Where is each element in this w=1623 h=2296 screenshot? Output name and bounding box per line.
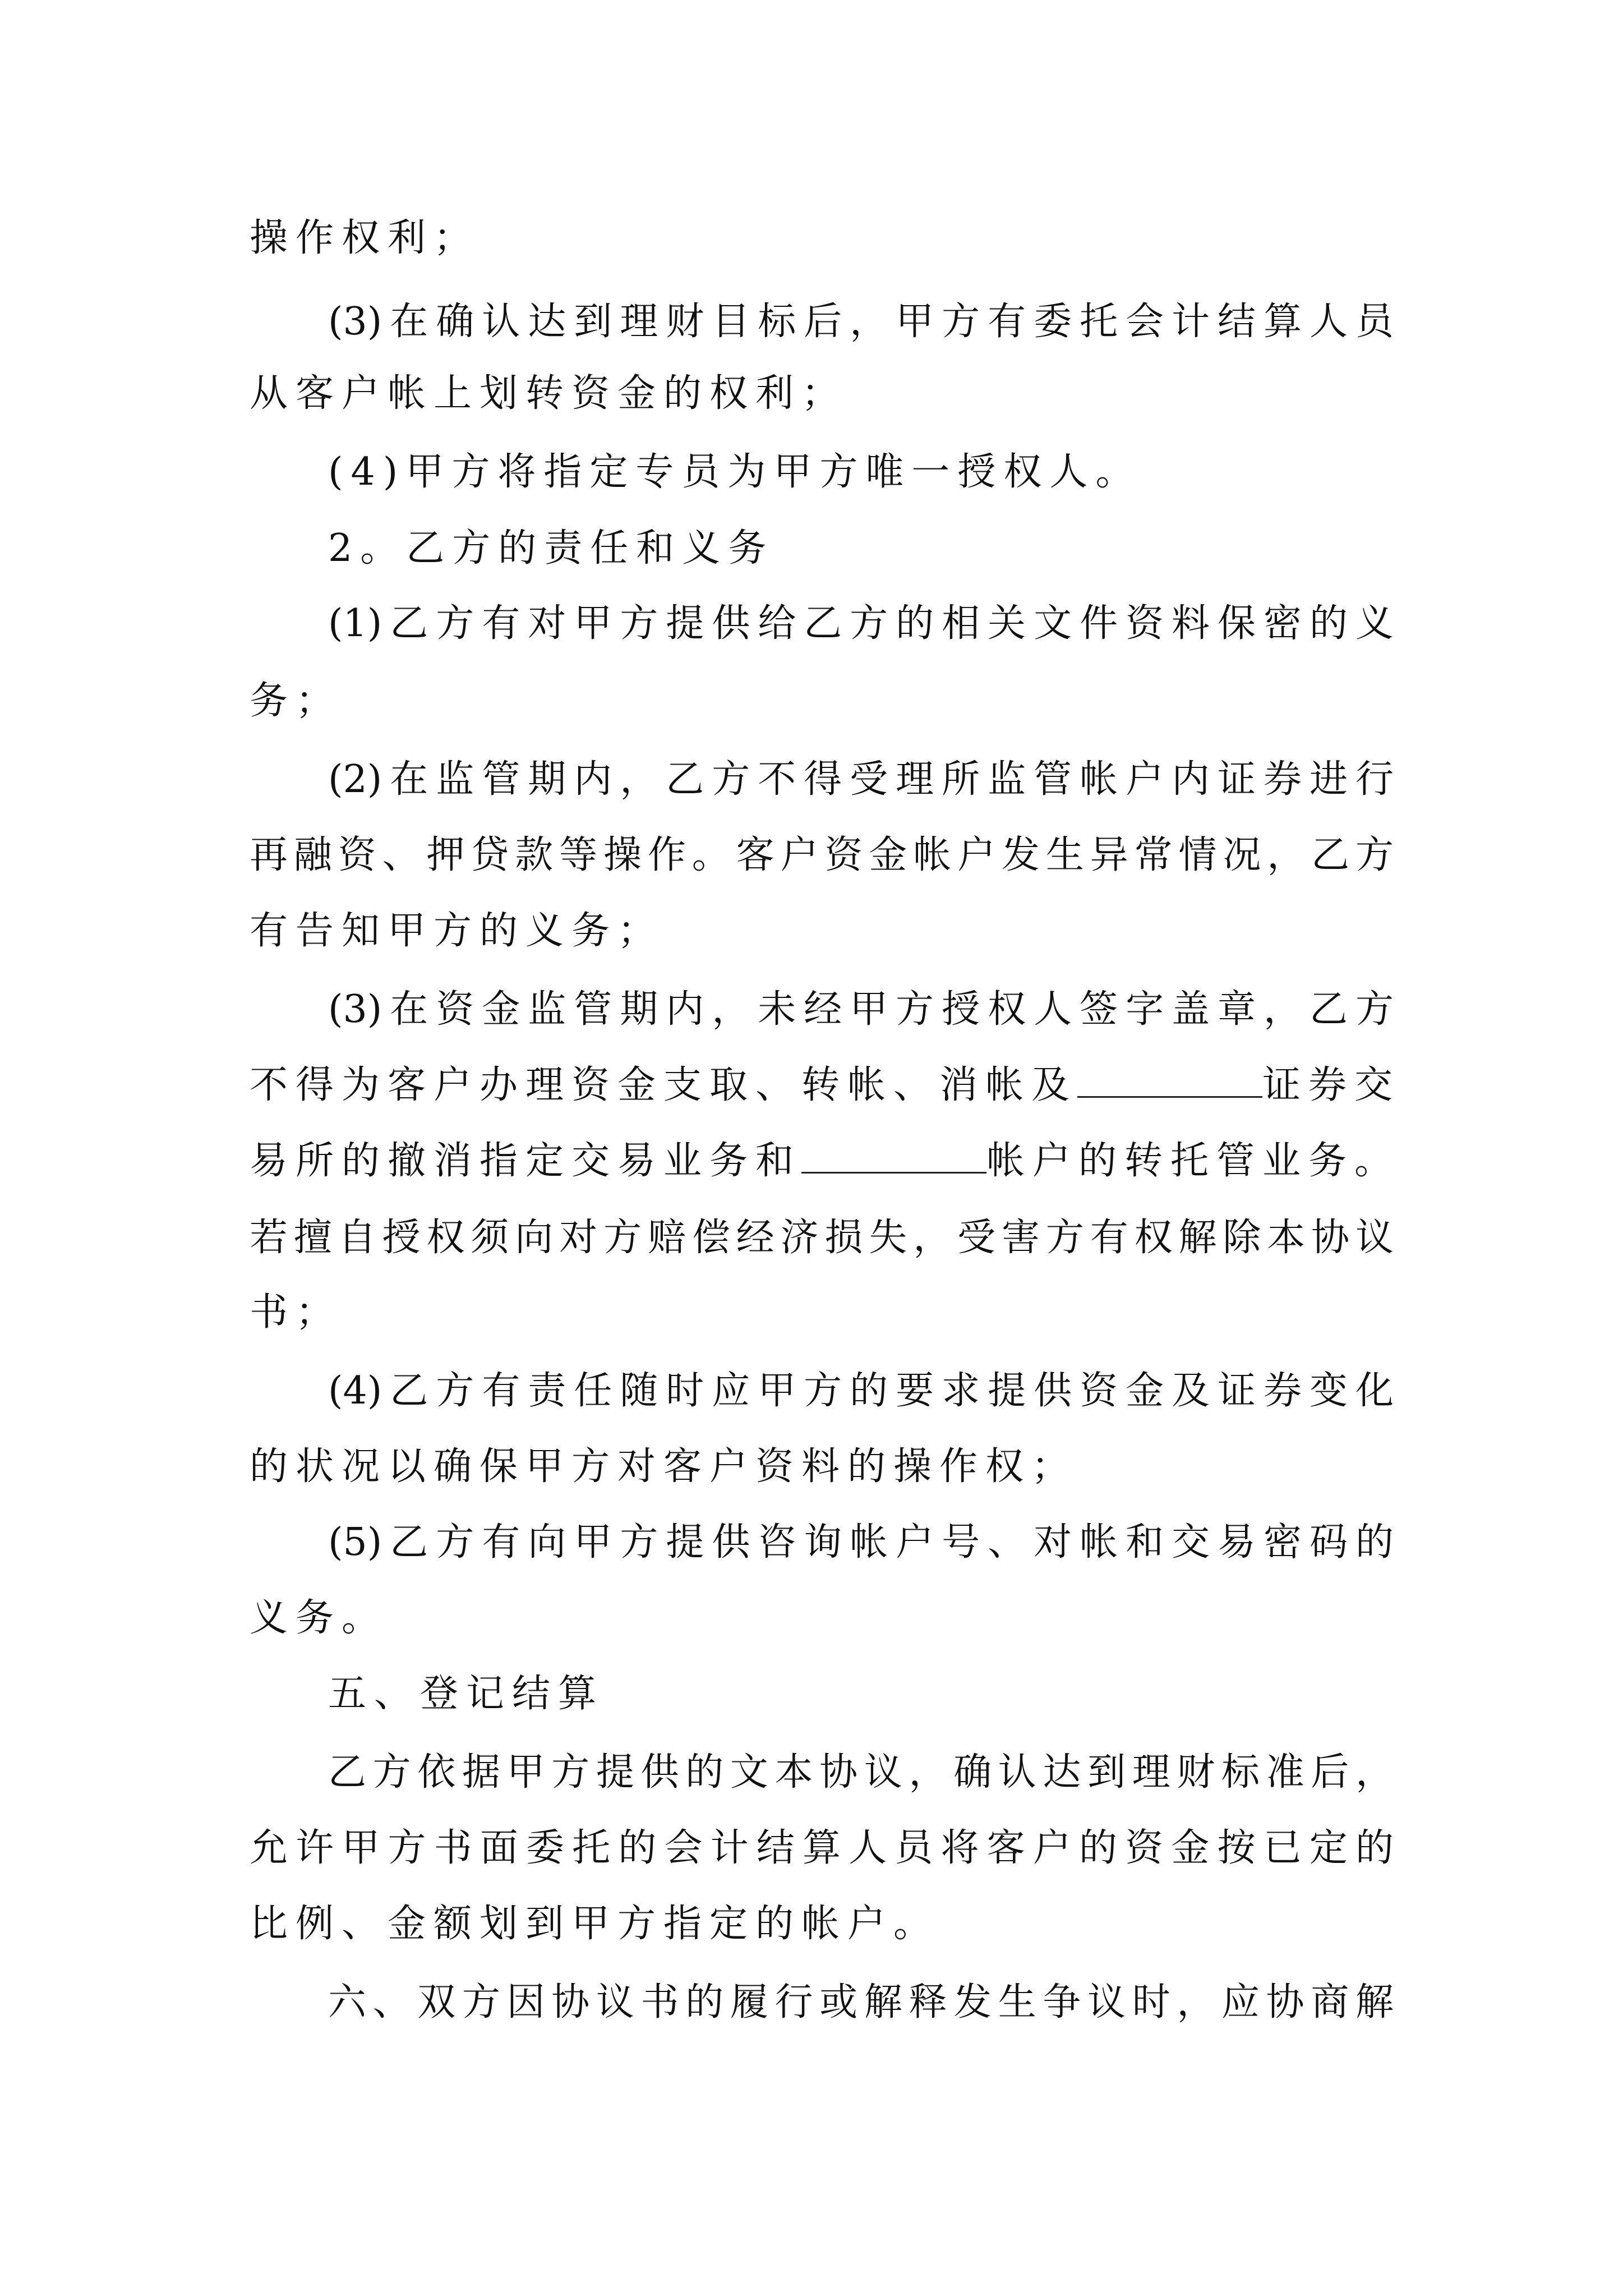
text-line: 的状况以确保甲方对客户资料的操作权； — [250, 1444, 1078, 1489]
text-line: 务； — [250, 679, 342, 723]
text-line: 再融资、押贷款等操作。客户资金帐户发生异常情况，乙方 — [250, 833, 1394, 877]
text-line-with-blank — [250, 1052, 1401, 1119]
section-heading: 2。乙方的责任和义务 — [328, 526, 774, 570]
text-before-blank: 易所的撤消指定交易业务和 — [250, 1139, 802, 1183]
text-line: 乙方依据甲方提供的文本协议，确认达到理财标准后， — [328, 1750, 1394, 1795]
text-line: (4)甲方将指定专员为甲方唯一授权人。 — [328, 450, 1142, 494]
fill-in-blank — [1077, 1064, 1262, 1098]
text-line: 比例、金额划到甲方指定的帐户。 — [250, 1902, 940, 1946]
text-line: 操作权利； — [250, 216, 480, 260]
text-line: (3)在确认达到理财目标后，甲方有委托会计结算人员 — [328, 300, 1394, 344]
text-line: 若擅自授权须向对方赔偿经济损失，受害方有权解除本协议 — [250, 1216, 1394, 1260]
text-line: (5)乙方有向甲方提供咨询帐户号、对帐和交易密码的 — [328, 1520, 1394, 1565]
text-after-blank: 证券交 — [1262, 1063, 1401, 1107]
text-line: 义务。 — [250, 1596, 388, 1640]
text-after-blank: 帐户的转托管业务。 — [986, 1139, 1401, 1183]
section-heading: 五、登记结算 — [328, 1672, 605, 1716]
text-line: (2)在监管期内，乙方不得受理所监管帐户内证券进行 — [328, 757, 1394, 802]
text-line: 允许甲方书面委托的会计结算人员将客户的资金按已定的 — [250, 1826, 1394, 1870]
text-line: 书； — [250, 1290, 342, 1335]
text-before-blank: 不得为客户办理资金支取、转帐、消帐及 — [250, 1063, 1078, 1107]
text-line: 六、双方因协议书的履行或解释发生争议时，应协商解 — [328, 1980, 1394, 2024]
fill-in-blank — [801, 1139, 986, 1174]
text-line: (3)在资金监管期内，未经甲方授权人签字盖章，乙方 — [328, 987, 1394, 1032]
text-line: 有告知甲方的义务； — [250, 909, 664, 953]
text-line: (4)乙方有责任随时应甲方的要求提供资金及证券变化 — [328, 1369, 1394, 1413]
text-line: 从客户帐上划转资金的权利； — [250, 371, 848, 416]
text-line: (1)乙方有对甲方提供给乙方的相关文件资料保密的义 — [328, 601, 1394, 646]
text-line-with-blank — [250, 1128, 1401, 1195]
